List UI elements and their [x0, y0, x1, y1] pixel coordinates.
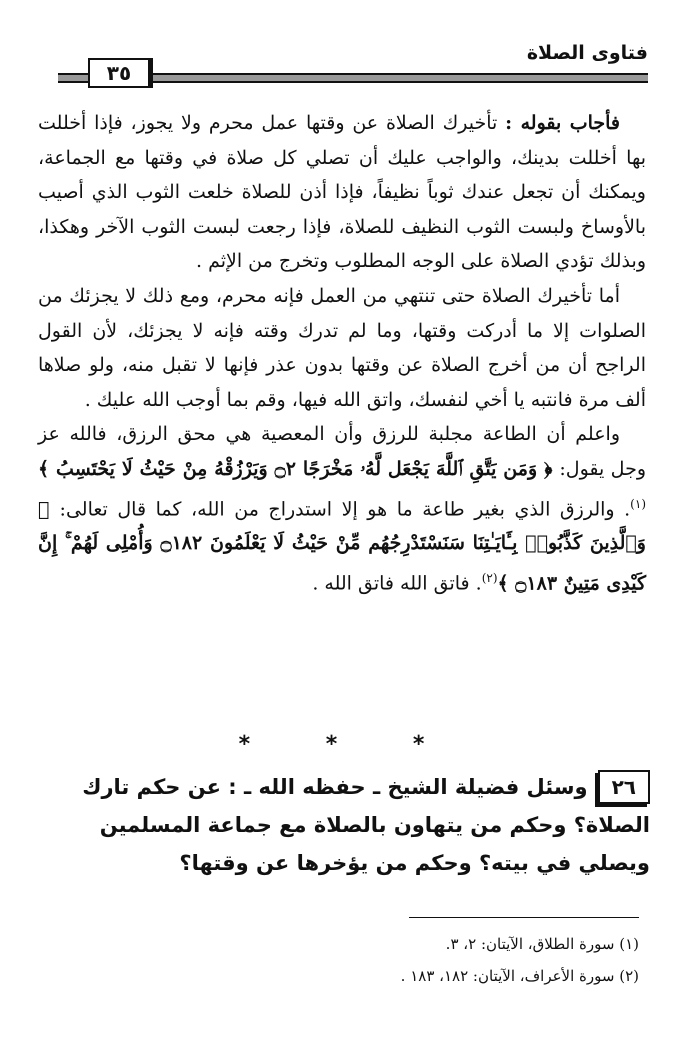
- quran-verse-1: ﴿ وَمَن يَتَّقِ ٱللَّهَ يَجْعَل لَّهُۥ مَخْرَجًا ۝٢ وَيَرْزُقْهُ مِنْ حَيْثُ لَا يَحْتَسِبُ ﴾: [38, 457, 560, 480]
- question-text: وسئل فضيلة الشيخ ـ حفظه الله ـ : عن حكم تارك الصلاة؟ وحكم من يتهاون بالصلاة مع جماعة المسلمين ويصلي في بيته؟ وحكم من يؤخرها عن وقتها؟: [82, 775, 650, 875]
- paragraph-3-middle: . والرزق الذي بغير طاعة ما هو إلا استدراج من الله، كما قال تعالى:: [59, 497, 631, 520]
- paragraph-3-intro: واعلم أن الطاعة مجلبة للرزق وأن المعصية هي محق الرزق، فالله عز وجل يقول:: [38, 423, 646, 480]
- question-block: [38, 768, 650, 882]
- answer-paragraph-2: أما تأخيرك الصلاة حتى تنتهي من العمل فإنه محرم، ومع ذلك لا يجزئك من الصلوات إلا ما أدركت وقتها، وما لم تدرك وقته فإنه لا يجزئك، لأن القول الراجح أن من أخرج الصلاة عن وقتها بدون عذر فإنها لا تقبل منه، ولو صلاها ألف مرة فانتبه يا أخي لنفسك، واتق الله فيها، وقم بما أوجب الله عليك .: [38, 284, 646, 411]
- footnote-ref-1: (١): [630, 496, 646, 511]
- book-title: فتاوى الصلاة: [526, 42, 648, 64]
- footnote-1: (١) سورة الطلاق، الآيتان: ٢، ٣.: [445, 935, 639, 953]
- header-rule-left: [58, 73, 88, 83]
- page-number: ٣٥: [88, 58, 150, 88]
- section-separator: * * *: [238, 732, 459, 757]
- footnotes: [79, 928, 639, 992]
- quran-verse-2: ﴿ وَٱلَّذِينَ كَذَّبُوا۟ بِـَٔايَـٰتِنَا سَنَسْتَدْرِجُهُم مِّنْ حَيْثُ لَا يَعْلَمُونَ ۝١٨٢ وَأُمْلِى لَهُمْ ۚ إِنَّ كَيْدِى مَتِينٌ ۝١٨٣ ﴾: [38, 497, 646, 595]
- paragraph-3-end: . فاتق الله فاتق الله .: [312, 572, 482, 595]
- answer-paragraph-3: [38, 417, 646, 601]
- answer-text: [38, 106, 646, 601]
- page-header: [58, 38, 648, 86]
- answer-paragraph-1-text: تأخيرك الصلاة عن وقتها عمل محرم ولا يجوز، فإذا أخللت بها أخللت بدينك، والواجب عليك أن تصلي كل صلاة في وقتها مع الجماعة، ويمكنك أن تجعل عندك ثوباً نظيفاً، فإذا أذن للصلاة خلعت الثوب الذي أصيب بالأوساخ ولبست الثوب النظيف للصلاة، فإذا رجعت لبست الثوب الآخر وهكذا، وبذلك تؤدي الصلاة على الوجه المطلوب وتخرج من الإثم .: [38, 112, 646, 273]
- footnote-2: (٢) سورة الأعراف، الآيتان: ١٨٢، ١٨٣ .: [400, 967, 639, 985]
- question-number: ٢٦: [598, 770, 650, 804]
- header-rule: [146, 73, 648, 83]
- footnote-ref-2: (٢): [481, 571, 498, 586]
- footnote-divider: [409, 917, 639, 918]
- answer-lead: فأجاب بقوله :: [505, 112, 620, 134]
- answer-paragraph-1: [38, 106, 646, 279]
